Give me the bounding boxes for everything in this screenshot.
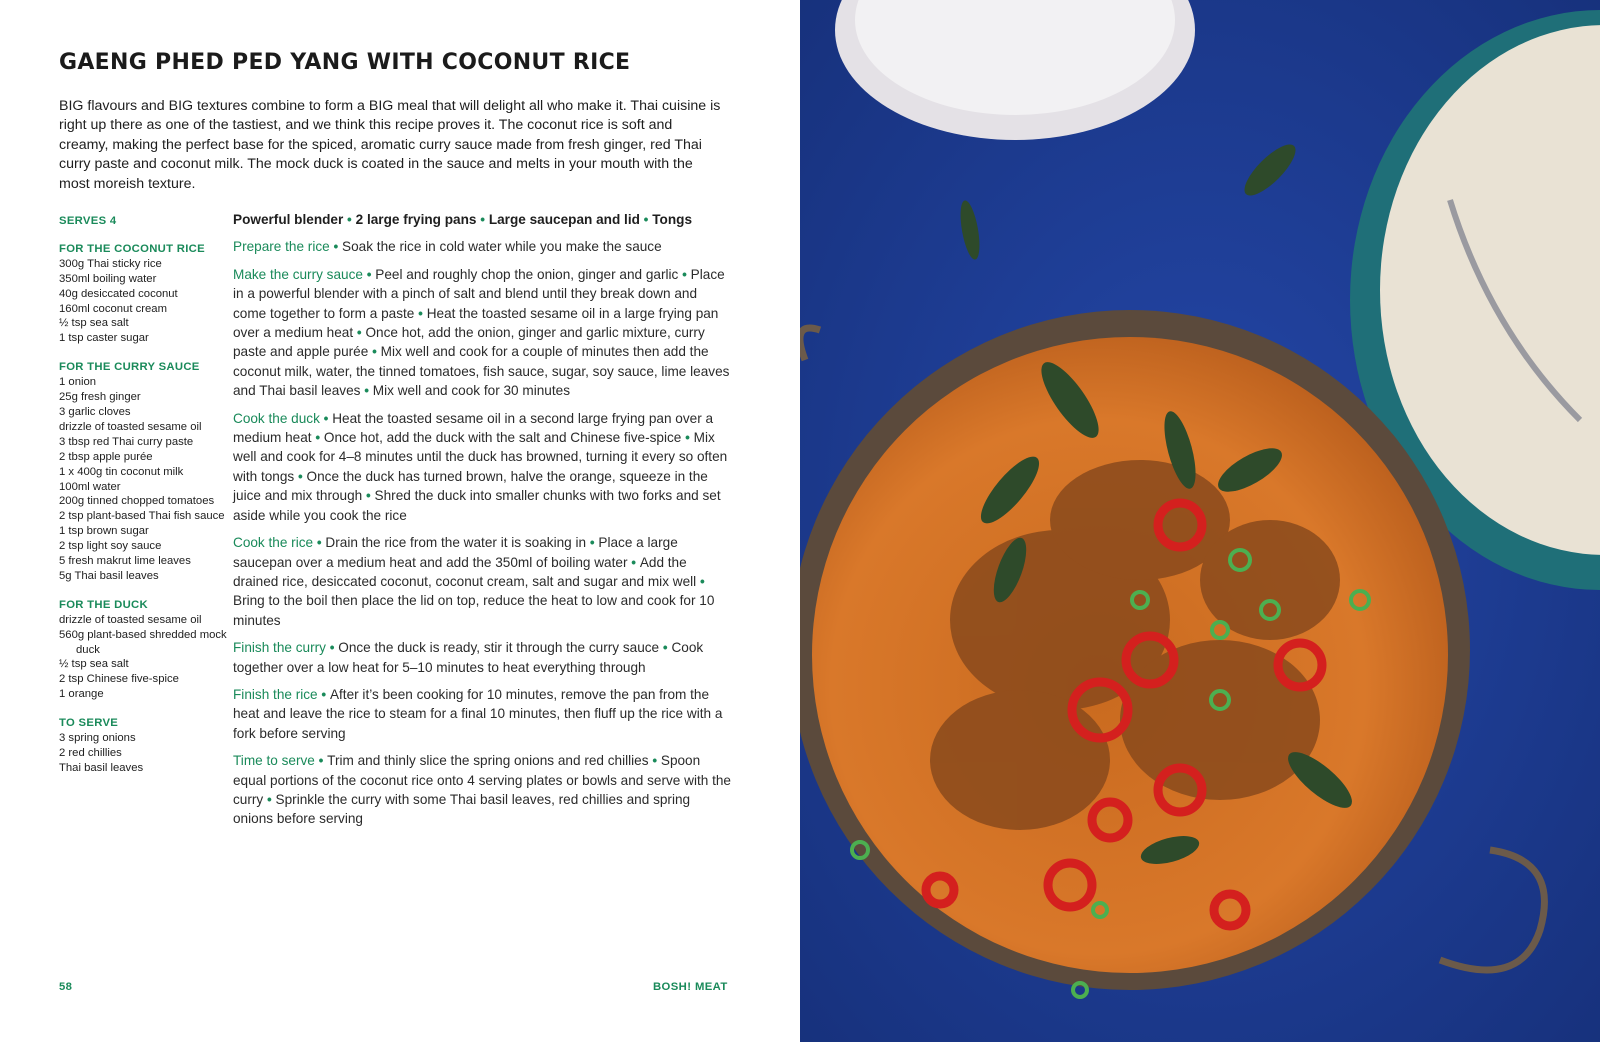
method-step — [233, 751, 733, 829]
ingredient-item: 2 tbsp apple purée — [59, 450, 153, 463]
method-step — [233, 685, 733, 743]
bullet-separator: • — [325, 640, 339, 656]
recipe-intro: BIG flavours and BIG textures combine to form a BIG meal that will delight all who make it. Thai cuisine is right up there as one of the tastiest, and we think this recipe proves it. The coconut rice is soft and creamy, making the perfect base for the spiced, aromatic curry sauce made from fresh ginger, red Thai curry paste and coconut milk. The mock duck is coated in the sauce and melts in your mouth with the most moreish texture. — [59, 98, 721, 192]
ingredient-item: drizzle of toasted sesame oil — [59, 420, 202, 433]
page-number: 58 — [59, 981, 73, 993]
bullet-separator: • — [360, 383, 373, 399]
ingredient-groups — [59, 242, 229, 776]
bullet-separator: • — [314, 753, 328, 769]
step-instruction: After it’s been cooking for 10 minutes, remove the pan from the heat and leave the rice to steam for a final 10 minutes, then fluff up the rice with a fork before serving — [233, 686, 723, 741]
step-instruction: Mix well and cook for a couple of minutes then add the coconut milk, water, the tinned tomatoes, fish sauce, sugar, soy sauce, lime leaves and Thai basil leaves — [233, 344, 730, 399]
ingredient-item: 350ml boiling water — [59, 272, 157, 285]
step-title: Prepare the rice — [233, 239, 330, 255]
step-instruction: Peel and roughly chop the onion, ginger and garlic — [375, 266, 679, 282]
recipe-title: GAENG PHED PED YANG WITH COCONUT RICE — [59, 50, 631, 75]
ingredient-item: 5 fresh makrut lime leaves — [59, 555, 191, 568]
step-instruction: Place a large saucepan over a medium heat and add the 350ml of boiling water — [233, 535, 678, 570]
ingredient-item: 3 garlic cloves — [59, 405, 131, 418]
bullet-separator: • — [313, 535, 326, 551]
ingredient-list — [59, 375, 229, 584]
ingredient-list — [59, 731, 229, 776]
ingredient-item: 200g tinned chopped tomatoes — [59, 495, 215, 508]
ingredient-group — [59, 598, 229, 702]
step-title: Finish the rice — [233, 686, 318, 702]
ingredient-item: Thai basil leaves — [59, 761, 144, 774]
step-instruction: Mix well and cook for 30 minutes — [372, 383, 570, 399]
ingredient-item: 2 tsp light soy sauce — [59, 540, 162, 553]
ingredient-item: 2 tsp Chinese five-spice — [59, 673, 179, 686]
bullet-separator: • — [476, 212, 489, 227]
step-instruction: Mix well and cook for 4–8 minutes until the duck has browned, turning it every so often with tongs — [233, 430, 728, 484]
ingredient-item: 160ml coconut cream — [59, 302, 167, 315]
bullet-separator: • — [678, 266, 691, 282]
step-instruction: Trim and thinly slice the spring onions and red chillies — [327, 753, 649, 769]
step-instruction: Cook together over a low heat for 5–10 minutes to heat everything through — [233, 640, 704, 675]
bullet-separator: • — [329, 239, 343, 255]
bullet-separator: • — [696, 573, 705, 589]
serves-label: SERVES 4 — [59, 215, 117, 227]
ingredient-item: 1 tsp caster sugar — [59, 332, 149, 345]
bullet-separator: • — [659, 640, 672, 656]
ingredient-item: 2 tsp plant-based Thai fish sauce — [59, 510, 225, 523]
ingredients-column — [59, 214, 229, 790]
ingredient-item: ½ tsp sea salt — [59, 317, 129, 330]
book-title: BOSH! MEAT — [653, 981, 728, 993]
ingredient-item: ½ tsp sea salt — [59, 658, 129, 671]
equipment-item: Powerful blender — [233, 212, 344, 227]
ingredient-group-heading: FOR THE COCONUT RICE — [59, 242, 205, 255]
ingredient-item: 5g Thai basil leaves — [59, 569, 159, 582]
bullet-separator: • — [639, 212, 653, 227]
step-instruction: Spoon equal portions of the coconut rice onto 4 serving plates or bowls and serve with the curry — [233, 753, 731, 807]
ingredient-item: 3 tbsp red Thai curry paste — [59, 435, 194, 448]
step-instruction: Soak the rice in cold water while you make the sauce — [342, 239, 662, 255]
bullet-separator: • — [648, 753, 661, 769]
bullet-separator: • — [627, 554, 640, 570]
method-step — [233, 638, 733, 677]
method-step — [233, 237, 733, 256]
equipment-item: 2 large frying pans — [355, 212, 477, 227]
step-instruction: Once the duck is ready, stir it through the curry sauce — [338, 640, 660, 656]
ingredient-item: 25g fresh ginger — [59, 391, 141, 404]
method-step — [233, 409, 733, 525]
ingredient-group — [59, 360, 229, 584]
recipe-photo — [800, 0, 1600, 1042]
method-step — [233, 265, 733, 401]
ingredient-group-heading: FOR THE DUCK — [59, 598, 148, 611]
bullet-separator: • — [362, 266, 376, 282]
ingredient-item: 100ml water — [59, 480, 121, 493]
ingredient-group — [59, 716, 229, 776]
ingredient-item: 3 spring onions — [59, 732, 136, 745]
bullet-separator: • — [353, 325, 366, 341]
bullet-separator: • — [368, 344, 381, 360]
ingredient-item: drizzle of toasted sesame oil — [59, 613, 202, 626]
ingredient-item: 1 orange — [59, 688, 104, 701]
bullet-separator: • — [586, 535, 599, 551]
bullet-separator: • — [681, 430, 694, 446]
bullet-separator: • — [317, 686, 330, 702]
step-title: Cook the rice — [233, 535, 314, 551]
ingredient-item: 1 x 400g tin coconut milk — [59, 465, 184, 478]
ingredient-list — [59, 613, 229, 702]
equipment-item: Tongs — [652, 212, 692, 227]
ingredient-item: 1 tsp brown sugar — [59, 525, 149, 538]
bullet-separator: • — [362, 488, 375, 504]
bullet-separator: • — [311, 430, 324, 446]
ingredient-item: 40g desiccated coconut — [59, 287, 178, 300]
bullet-separator: • — [319, 410, 333, 426]
step-instruction: Heat the toasted sesame oil in a second large frying pan over a medium heat — [233, 410, 714, 446]
step-title: Make the curry sauce — [233, 266, 363, 282]
ingredient-list — [59, 257, 229, 346]
ingredient-group-heading: TO SERVE — [59, 717, 119, 730]
step-instruction: Once hot, add the onion, ginger and garlic mixture, curry paste and apple purée — [233, 325, 705, 360]
step-title: Time to serve — [233, 753, 315, 769]
step-instruction: Once the duck has turned brown, halve the orange, squeeze in the juice and mix through — [233, 468, 708, 504]
ingredient-group-heading: FOR THE CURRY SAUCE — [59, 361, 200, 374]
ingredient-item: 1 onion — [59, 376, 97, 389]
step-title: Cook the duck — [233, 410, 320, 426]
equipment-item: Large saucepan and lid — [488, 212, 640, 227]
step-instruction: Shred the duck into smaller chunks with two forks and set aside while you cook the rice — [233, 488, 721, 523]
step-instruction: Place in a powerful blender with a pinch of salt and blend until they break down and come together to form a paste — [233, 266, 725, 321]
step-instruction: Heat the toasted sesame oil in a large frying pan over a medium heat — [233, 305, 719, 341]
step-title: Finish the curry — [233, 640, 326, 656]
method-column — [233, 210, 733, 837]
ingredient-item: 2 red chillies — [59, 747, 122, 759]
bullet-separator: • — [343, 212, 356, 227]
curry-photo-illustration — [800, 0, 1600, 1042]
bullet-separator: • — [294, 468, 307, 484]
step-instruction: Sprinkle the curry with some Thai basil leaves, red chillies and spring onions before serving — [233, 791, 691, 827]
ingredient-item: 300g Thai sticky rice — [59, 257, 162, 270]
step-instruction: Add the drained rice, desiccated coconut, coconut cream, salt and sugar and mix well — [233, 554, 697, 589]
equipment-list — [233, 210, 733, 229]
method-step — [233, 533, 733, 630]
bullet-separator: • — [263, 791, 276, 807]
step-instruction: Once hot, add the duck with the salt and Chinese five-spice — [323, 430, 682, 446]
method-steps — [233, 237, 733, 828]
bullet-separator: • — [414, 305, 427, 321]
step-instruction: Drain the rice from the water it is soaking in — [325, 535, 587, 551]
step-instruction: Bring to the boil then place the lid on top, reduce the heat to low and cook for 10 minutes — [233, 593, 715, 628]
ingredient-group — [59, 242, 229, 346]
ingredient-item: 560g plant-based shredded mock duck — [59, 628, 227, 656]
